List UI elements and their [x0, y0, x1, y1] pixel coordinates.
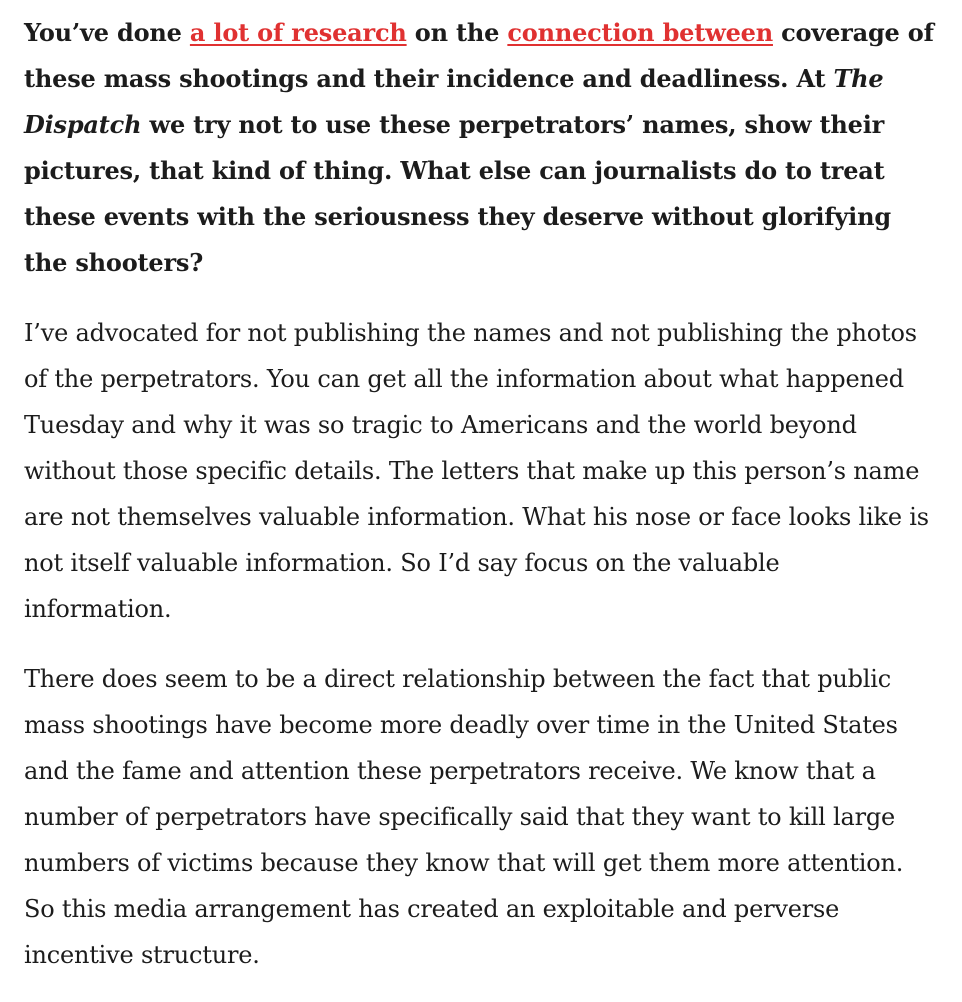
- publication-name: The Dispatch: [24, 64, 884, 139]
- interview-question: [24, 10, 934, 286]
- answer-paragraph-1: I’ve advocated for not publishing the names and not publishing the photos of the perpetrators. You can get all the information about what happened Tuesday and why it was so tragic to Americans and the world beyond without those specific details. The letters that make up this person’s name are not themselves valuable information. What his nose or face looks like is not itself valuable information. So I’d say focus on the valuable information.: [24, 319, 929, 623]
- question-text-3: coverage of these mass shootings and their incidence and deadliness. At: [24, 18, 934, 93]
- connection-link[interactable]: connection between: [507, 18, 773, 47]
- question-text-4: we try not to use these perpetrators’ names, show their pictures, that kind of thing. What else can journalists do to treat these events with the seriousness they deserve without glorifying the shooters?: [24, 110, 891, 277]
- article-body: [24, 10, 934, 1002]
- answer-paragraph-2: There does seem to be a direct relationship between the fact that public mass shootings have become more deadly over time in the United States and the fame and attention these perpetrators receive. We know that a number of perpetrators have specifically said that they want to kill large numbers of victims because they know that will get them more attention. So this media arrangement has created an exploitable and perverse incentive structure.: [24, 665, 904, 969]
- research-link[interactable]: a lot of research: [189, 18, 407, 47]
- question-text-2: on the: [406, 18, 508, 47]
- question-text-1: You’ve done: [24, 18, 190, 47]
